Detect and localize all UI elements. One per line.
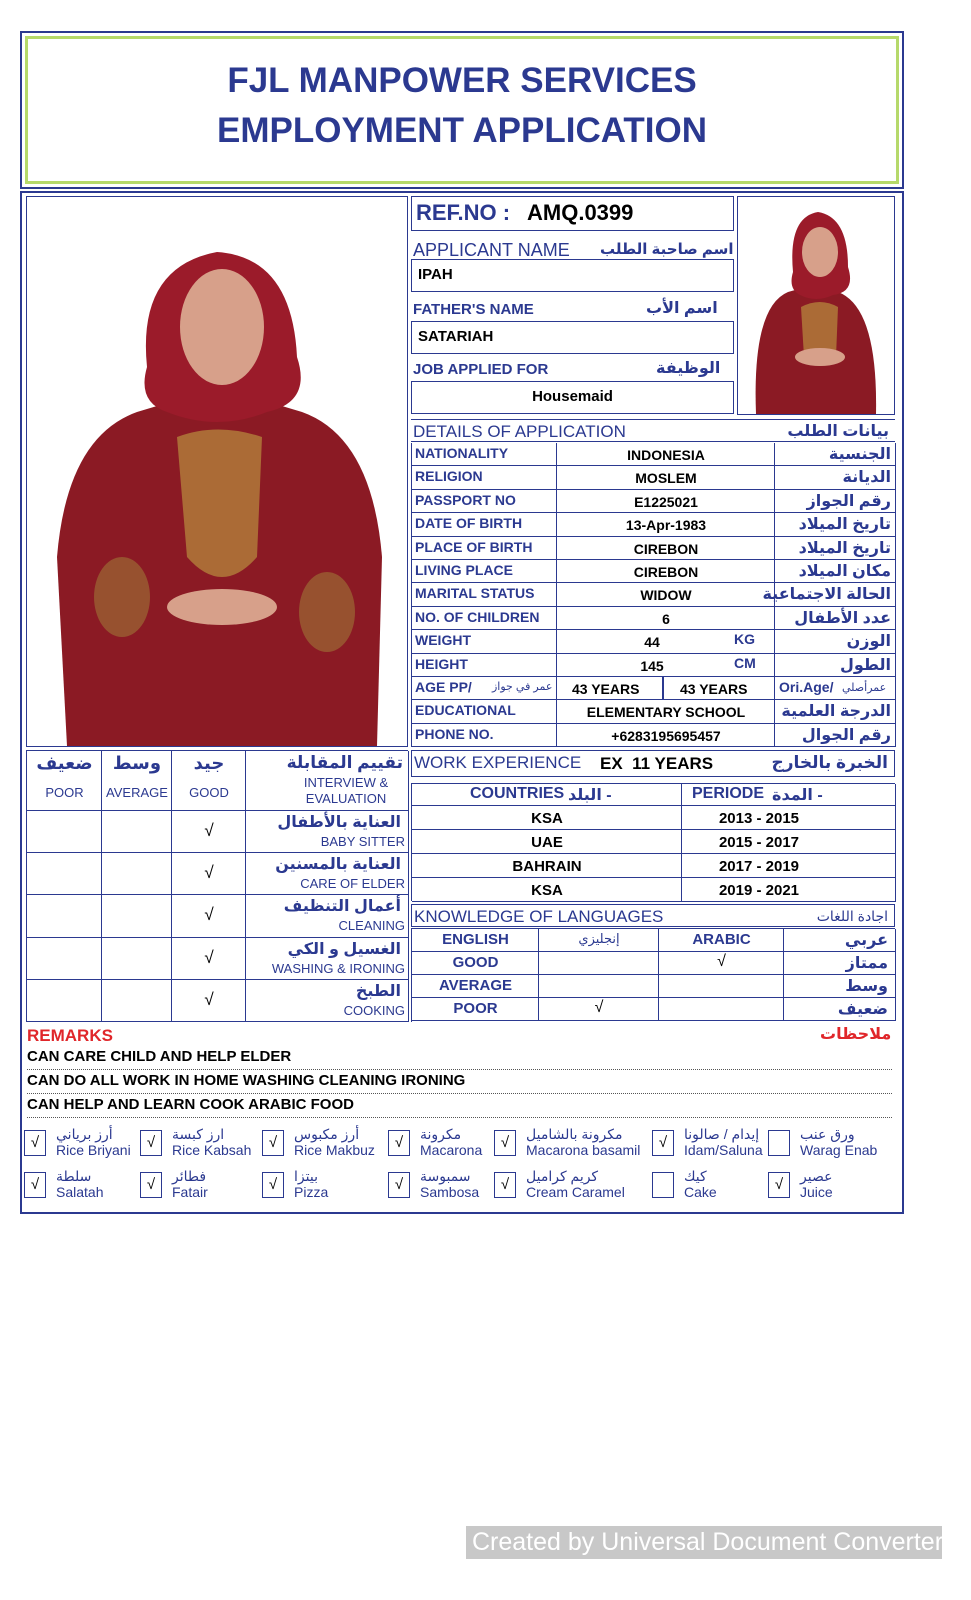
food-label-en: Juice [800, 1184, 833, 1200]
details-label: PASSPORT NO [415, 491, 516, 508]
details-label-ar: عمر في جواز [492, 681, 553, 693]
food-checkbox[interactable]: √ [24, 1130, 46, 1156]
father-name-label: FATHER'S NAME [413, 301, 534, 318]
work-countries-header-ar: البلد - [568, 787, 612, 804]
details-title: DETAILS OF APPLICATION [413, 422, 626, 441]
evaluation-skill-ar: العناية بالمسنين [275, 856, 401, 874]
food-label-en: Macarona basamil [526, 1142, 641, 1158]
food-label-en: Rice Makbuz [294, 1142, 375, 1158]
evaluation-cell [102, 811, 172, 853]
evaluation-skill-ar: الغسيل و الكي [287, 940, 401, 958]
ref-no-box [411, 196, 734, 231]
person-photo-large [27, 197, 407, 746]
work-country: KSA [531, 882, 563, 899]
language-cell [659, 998, 784, 1021]
work-country: KSA [531, 810, 563, 827]
language-level: POOR [453, 1000, 498, 1017]
food-checkbox[interactable]: √ [494, 1172, 516, 1198]
person-photo-small [738, 197, 894, 414]
food-label-en: Sambosa [420, 1184, 480, 1200]
work-period-header: PERIODE [692, 785, 765, 802]
language-arabic-header-ar: عربي [844, 932, 888, 949]
details-label-ar-right: تاريخ الميلاد [798, 539, 891, 557]
details-label: HEIGHT [415, 655, 468, 672]
details-table [411, 443, 895, 747]
details-label-ar-right: الطول [840, 656, 891, 674]
details-header [411, 419, 895, 442]
evaluation-header-ar: ضعيف [36, 753, 93, 773]
work-country: UAE [531, 834, 563, 851]
work-period: 2013 - 2015 [718, 810, 800, 827]
details-value: CIREBON [633, 564, 699, 580]
language-level: AVERAGE [438, 977, 513, 994]
details-value: E1225021 [634, 493, 698, 510]
language-english-mark: √ [594, 999, 604, 1016]
language-arabic-header: ARABIC [692, 931, 751, 948]
food-label-ar: ورق عنب [800, 1126, 855, 1142]
details-label-ar-right: الجنسية [828, 446, 891, 463]
language-level-ar: ضعيف [837, 1001, 888, 1018]
food-label [172, 1126, 251, 1158]
evaluation-mark: √ [204, 989, 214, 1009]
details-value: 6 [662, 610, 670, 627]
details-label: DATE OF BIRTH [415, 515, 523, 532]
food-label-ar: مكرونة بالشاميل [526, 1126, 623, 1142]
food-checkbox[interactable]: √ [388, 1172, 410, 1198]
evaluation-skill-en: CARE OF ELDER [300, 876, 405, 892]
food-label-en: Fatair [172, 1184, 208, 1200]
food-label-en: Warag Enab [800, 1142, 878, 1158]
details-value: +6283195695457 [611, 727, 721, 744]
details-label-ar-right: رقم الجواز [806, 492, 891, 510]
language-arabic-mark: √ [717, 953, 726, 970]
details-value: 145 [640, 657, 664, 674]
work-history-table [411, 783, 895, 901]
food-checkbox[interactable] [768, 1130, 790, 1156]
food-label [294, 1168, 328, 1200]
food-label-ar: أرز برياني [56, 1126, 113, 1142]
details-value: 43 YEARS [572, 681, 640, 697]
food-label-ar: سمبوسة [420, 1168, 471, 1184]
food-label [56, 1126, 131, 1158]
details-label-ar-right: Ori.Age/ [779, 679, 834, 695]
food-label-en: Macarona [420, 1142, 483, 1158]
details-label: RELIGION [415, 468, 483, 485]
food-label [800, 1126, 877, 1158]
languages-header [411, 904, 895, 927]
food-label-ar: فطائر [172, 1168, 207, 1184]
food-label [526, 1168, 625, 1200]
applicant-name-value: IPAH [418, 266, 453, 283]
details-label: NATIONALITY [415, 445, 509, 461]
evaluation-skill-en: WASHING & IRONING [271, 960, 405, 976]
evaluation-cell [27, 853, 102, 895]
evaluation-skill-en: COOKING [343, 1002, 405, 1018]
job-applied-label-ar: الوظيفة [656, 360, 721, 377]
evaluation-mark: √ [204, 821, 214, 840]
food-checkbox[interactable]: √ [140, 1130, 162, 1156]
food-label-ar: أرز مكبوس [294, 1126, 360, 1142]
food-checkbox[interactable]: √ [24, 1172, 46, 1198]
food-label-en: Cake [684, 1184, 717, 1200]
details-value: 44 [644, 634, 660, 651]
details-value: WIDOW [640, 587, 692, 604]
remark-line-3: CAN HELP AND LEARN COOK ARABIC FOOD [27, 1096, 892, 1118]
details-label: MARITAL STATUS [415, 585, 535, 602]
food-label [684, 1126, 763, 1158]
food-checkbox[interactable]: √ [388, 1130, 410, 1156]
food-label-ar: ارز كبسة [172, 1126, 225, 1142]
details-title-ar: بيانات الطلب [787, 423, 889, 440]
language-cell [539, 952, 659, 975]
language-level-ar: ممتاز [845, 955, 888, 972]
work-period: 2017 - 2019 [718, 858, 800, 875]
page-title-line1: FJL MANPOWER SERVICES [227, 61, 697, 100]
work-experience-label: WORK EXPERIENCE [414, 753, 582, 772]
watermark: Created by Universal Document Converter [466, 1526, 942, 1559]
details-label-ar-right: عدد الأطفال [794, 609, 891, 627]
food-checkbox[interactable] [652, 1172, 674, 1198]
header-frame [20, 31, 904, 189]
food-label-ar: سلطة [56, 1168, 92, 1184]
evaluation-cell [102, 853, 172, 895]
details-unit: CM [734, 654, 756, 671]
header-inner-frame [25, 36, 899, 184]
details-label-ar-right: الوزن [846, 633, 891, 651]
applicant-name-label: APPLICANT NAME [413, 240, 570, 260]
details-label-ar-right: تاريخ الميلاد [798, 516, 891, 534]
language-english-header-ar: إنجليزي [578, 931, 620, 946]
language-cell [539, 975, 659, 998]
remarks-label-ar: ملاحظات [820, 1026, 892, 1043]
father-name-field [411, 321, 734, 354]
languages-table [411, 928, 895, 1022]
applicant-name-label-ar: اسم صاحبة الطلب [600, 241, 734, 258]
ref-no-label: REF.NO : [416, 200, 511, 225]
work-period: 2019 - 2021 [718, 882, 800, 899]
remarks-label: REMARKS [27, 1026, 113, 1045]
evaluation-header-en: GOOD [189, 785, 229, 800]
evaluation-header-en: POOR [45, 785, 84, 800]
details-unit: KG [734, 631, 755, 648]
work-period: 2015 - 2017 [718, 834, 800, 851]
small-photo [737, 196, 895, 415]
food-label [420, 1168, 479, 1200]
food-checkbox[interactable]: √ [262, 1172, 284, 1198]
evaluation-mark: √ [204, 863, 214, 883]
evaluation-cell [27, 980, 102, 1022]
food-checkbox[interactable]: √ [494, 1130, 516, 1156]
work-experience-value: EX 11 YEARS [600, 754, 714, 773]
details-label: AGE PP/ [415, 679, 472, 695]
details-value-2: 43 YEARS [680, 681, 748, 697]
details-label-ar-right: مكان الميلاد [798, 563, 891, 580]
evaluation-cell [102, 938, 172, 980]
evaluation-cell [27, 938, 102, 980]
work-period-header-ar: المدة - [772, 787, 823, 804]
evaluation-cell [27, 895, 102, 937]
food-label-en: Idam/Saluna [684, 1142, 763, 1158]
evaluation-skill-ar: أعمال التنظيف [283, 898, 401, 916]
details-value: ELEMENTARY SCHOOL [586, 704, 746, 721]
languages-title: KNOWLEDGE OF LANGUAGES [414, 907, 664, 926]
language-english-header: ENGLISH [442, 931, 509, 948]
food-label-en: Cream Caramel [526, 1184, 625, 1200]
food-label-en: Salatah [56, 1184, 104, 1200]
evaluation-skill-en: BABY SITTER [320, 834, 405, 849]
food-label [526, 1126, 640, 1158]
details-label: NO. OF CHILDREN [415, 608, 540, 625]
details-label: EDUCATIONAL [415, 702, 516, 719]
father-name-label-ar: اسم الأب [646, 300, 718, 317]
evaluation-header-en: INTERVIEW & EVALUATION [303, 775, 389, 806]
food-label [420, 1126, 482, 1158]
applicant-name-field [411, 259, 734, 292]
evaluation-table [26, 750, 408, 1022]
details-label-ar-right-2: عمرأصلي [842, 682, 887, 694]
work-country: BAHRAIN [512, 858, 582, 875]
food-label-en: Rice Briyani [56, 1142, 131, 1158]
details-label: PHONE NO. [415, 725, 494, 742]
evaluation-cell [27, 811, 102, 853]
details-value: MOSLEM [635, 470, 697, 487]
details-divider [662, 677, 664, 700]
evaluation-mark: √ [204, 905, 214, 925]
language-cell [659, 975, 784, 998]
remark-line-2: CAN DO ALL WORK IN HOME WASHING CLEANING IRONING [27, 1072, 892, 1094]
ref-no-value: AMQ.0399 [527, 200, 634, 225]
details-label-ar-right: الدرجة العلمية [781, 703, 891, 721]
evaluation-skill-en: CLEANING [338, 918, 405, 934]
details-label-ar-right: رقم الجوال [801, 726, 891, 744]
languages-title-ar: اجادة اللغات [816, 908, 888, 924]
job-applied-value: Housemaid [532, 388, 613, 405]
evaluation-cell [102, 980, 172, 1022]
food-label-en: Pizza [294, 1184, 329, 1200]
details-label: LIVING PLACE [415, 562, 514, 578]
food-label-ar: إيدام / صالونا [684, 1126, 760, 1142]
food-label [172, 1168, 208, 1200]
food-label-ar: كيك [684, 1168, 707, 1184]
job-applied-label: JOB APPLIED FOR [413, 361, 549, 378]
work-experience-label-ar: الخبرة بالخارج [771, 753, 888, 772]
food-label-en: Rice Kabsah [172, 1142, 252, 1158]
food-label [56, 1168, 103, 1200]
food-label-ar: مكرونة [420, 1126, 462, 1142]
evaluation-cell [102, 895, 172, 937]
food-checkbox[interactable]: √ [768, 1172, 790, 1198]
language-level-ar: وسط [845, 978, 888, 995]
details-label: PLACE OF BIRTH [415, 538, 533, 555]
food-label-ar: كريم كراميل [526, 1168, 599, 1184]
details-label: WEIGHT [415, 632, 471, 649]
food-checkbox[interactable]: √ [262, 1130, 284, 1156]
remark-line-1: CAN CARE CHILD AND HELP ELDER [27, 1048, 892, 1070]
job-applied-field [411, 381, 734, 414]
details-value: INDONESIA [627, 447, 705, 463]
details-value: CIREBON [633, 540, 699, 557]
food-checkbox[interactable]: √ [652, 1130, 674, 1156]
evaluation-header-en: AVERAGE [106, 785, 168, 800]
evaluation-skill-ar: العناية بالأطفال [277, 814, 401, 831]
language-level: GOOD [452, 954, 499, 971]
work-experience-row [411, 750, 895, 777]
food-label [800, 1168, 833, 1200]
work-countries-header: COUNTRIES [470, 785, 565, 802]
evaluation-header-ar: وسط [112, 753, 162, 773]
details-label-ar-right: الحالة الاجتماعية [762, 586, 891, 604]
food-label [684, 1168, 717, 1200]
main-photo [26, 196, 408, 747]
father-name-value: SATARIAH [418, 328, 494, 345]
food-label-ar: عصير [800, 1168, 833, 1184]
details-label-ar-right: الديانة [842, 469, 891, 487]
evaluation-mark: √ [204, 947, 214, 967]
evaluation-header-ar: تقييم المقابلة [286, 753, 403, 772]
page-title-line2: EMPLOYMENT APPLICATION [217, 111, 707, 150]
food-checklist [24, 1122, 900, 1208]
evaluation-skill-ar: الطبخ [355, 982, 401, 1000]
food-label-ar: بيتزا [294, 1168, 318, 1184]
food-checkbox[interactable]: √ [140, 1172, 162, 1198]
details-value: 13-Apr-1983 [625, 517, 707, 534]
food-label [294, 1126, 375, 1158]
evaluation-header-ar: جيد [193, 753, 225, 773]
